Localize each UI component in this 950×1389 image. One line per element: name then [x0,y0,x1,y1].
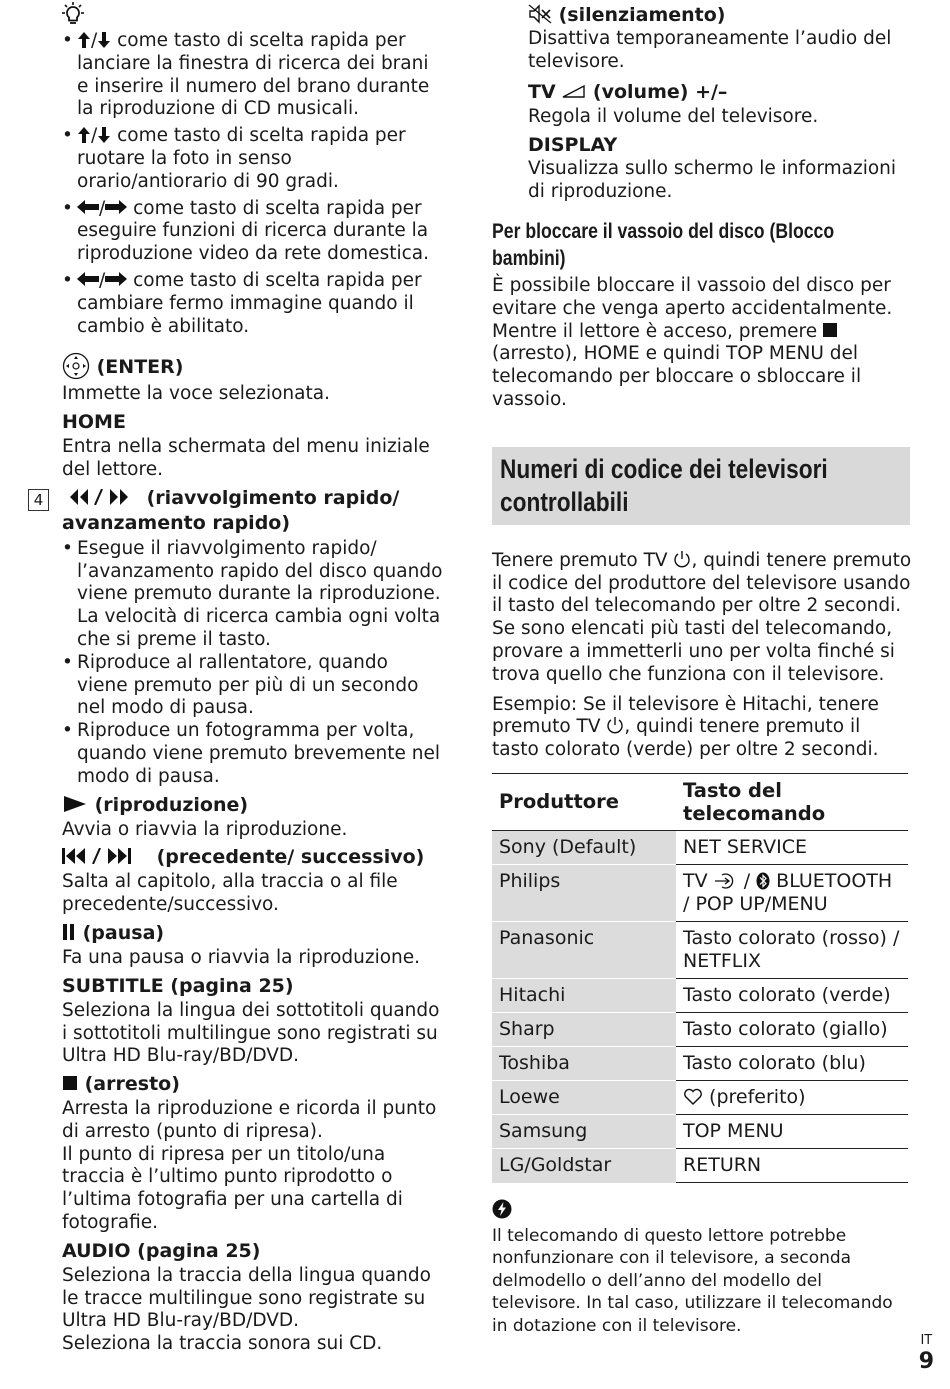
play-icon [62,796,88,812]
child-lock-text: È possibile bloccare il vassoio del disco per evitare che venga aperto accidentalmente. [492,274,893,319]
audio-description-cd: Seleziona la traccia sonora sui CD. [62,1333,383,1355]
tip-item: • / come tasto di scelta rapida per lanciare la finestra di ricerca dei brani e inserire il numero del brano durante la riproduzione di CD musicali. [62,30,444,121]
note-text: Il telecomando di questo lettore potrebbe nonfunzionare con il televisore, a seconda delmodello o dell’anno del modello del televisore. In tal caso, utilizzare il telecomando in dotazione con il televisore. [492,1225,893,1336]
manufacturer-cell: LG/Goldstar [492,1148,676,1182]
stop-icon [823,323,837,337]
rewind-fastforward-icon [62,489,140,505]
remote-key-cell: TOP MENU [676,1114,908,1148]
volume-icon [562,84,586,98]
table-row [492,921,908,978]
table-row [492,1114,908,1148]
child-lock-title: Per bloccare il vassoio del disco (Blocco bambini) [492,219,835,270]
manufacturer-cell: Panasonic [492,921,676,978]
pause-description: Fa una pausa o riavvia la riproduzione. [62,946,421,968]
home-heading: HOME [62,411,126,434]
mute-icon [528,4,552,24]
pause-heading: (pausa) [62,921,444,945]
remote-key-cell: TV / BLUETOOTH / POP UP/MENU [676,864,908,921]
right-column [492,0,912,1337]
enter-description: Immette la voce selezionata. [62,383,330,405]
remote-key-cell: Tasto colorato (giallo) [676,1012,908,1046]
play-heading: (riproduzione) [62,793,444,817]
enter-icon [62,352,90,380]
column-header-remote-key: Tasto del telecomando [676,773,908,830]
list-item: • Riproduce al rallentatore, quando viene premuto per più di un secondo nel modo di pausa. [62,652,444,720]
stop-icon [62,1075,78,1091]
section-banner [492,447,910,525]
section-title: Numeri di codice dei televisori controllabili [500,453,828,517]
tv-codes-table [492,773,908,1183]
stop-description: Arresta la riproduzione e ricorda il punto di arresto (punto di ripresa). [62,1098,437,1142]
subtitle-description: Seleziona la lingua dei sottotitoli quando i sottotitoli multilingue sono registrati su Ultra HD Blu-ray/BD/DVD. [62,999,440,1067]
remote-button-list [492,3,912,204]
codes-example: Esempio: Se il televisore è Hitachi, tenere premuto TV , quindi tenere premuto il tasto colorato (verde) per oltre 2 secondi. [492,693,879,761]
remote-key-cell: Tasto colorato (rosso) / NETFLIX [676,921,908,978]
volume-heading: TV (volume) +/– [528,80,728,103]
left-column [62,0,444,1356]
table-row [492,978,908,1012]
manufacturer-cell: Samsung [492,1114,676,1148]
previous-next-icon [62,848,150,864]
section-number: 4 [28,489,49,511]
rewind-forward-bullets [62,538,444,789]
table-row [492,864,908,921]
mute-heading: (silenziamento) [528,3,912,27]
codes-instructions: Tenere premuto TV , quindi tenere premuto il codice del produttore del televisore usando il tasto del telecomando per oltre 2 secondi. Se sono elencati più tasti del telecomando, provare a immetterli uno per volta finché si trova quello che funziona con il televisore. [492,549,912,685]
tip-item: • / come tasto di scelta rapida per cambiare fermo immagine quando il cambio è abilitato. [62,270,444,338]
power-icon [606,716,624,734]
audio-heading: AUDIO (pagina 25) [62,1239,261,1262]
remote-key-cell: RETURN [676,1148,908,1182]
tip-item: • / come tasto di scelta rapida per eseguire funzioni di ricerca durante la riproduzione video da rete domestica. [62,198,444,266]
bluetooth-icon [756,872,770,890]
remote-key-cell: NET SERVICE [676,830,908,864]
table-row [492,830,908,864]
display-heading: DISPLAY [528,134,618,157]
manufacturer-cell: Sharp [492,1012,676,1046]
subtitle-heading: SUBTITLE (pagina 25) [62,974,294,997]
remote-key-cell: (preferito) [676,1080,908,1114]
child-lock-instructions: Mentre il lettore è acceso, premere (arresto), HOME e quindi TOP MENU del telecomando per bloccare o sbloccare il vassoio. [492,320,862,410]
pause-icon [62,924,76,940]
input-select-icon [714,873,738,889]
mute-description: Disattiva temporaneamente l’audio del televisore. [528,28,892,72]
remote-key-cell: Tasto colorato (blu) [676,1046,908,1080]
page-indicator [919,1333,934,1375]
table-header-row [492,773,908,830]
power-icon [673,550,691,568]
left-right-arrow-keys-icon: / [77,270,127,291]
list-item: • Riproduce un fotogramma per volta, quando viene premuto brevemente nel modo di pausa. [62,720,444,788]
display-description: Visualizza sullo schermo le informazioni di riproduzione. [528,158,897,203]
table-row [492,1148,908,1182]
manufacturer-cell: Sony (Default) [492,830,676,864]
audio-description: Seleziona la traccia della lingua quando le tracce multilingue sono registrate su Ultra HD Blu-ray/BD/DVD. [62,1264,431,1332]
language-code: IT [920,1333,933,1348]
stop-heading: (arresto) [62,1072,444,1096]
stop-description-resume: Il punto di ripresa per un titolo/una traccia è l’ultimo punto riprodotto o l’ultima fotografia per una cartella di fotografie. [62,1143,403,1234]
note-icon [492,1199,512,1219]
enter-heading: (ENTER) [62,352,444,380]
prev-next-description: Salta al capitolo, alla traccia o al file precedente/successivo. [62,871,398,916]
heart-icon [683,1088,703,1106]
up-down-arrow-keys-icon: / [77,30,111,51]
manufacturer-cell: Toshiba [492,1046,676,1080]
manufacturer-cell: Hitachi [492,978,676,1012]
rewind-forward-heading: (riavvolgimento rapido/ avanzamento rapido) [62,486,400,534]
list-item: • Esegue il riavvolgimento rapido/ l’avanzamento rapido del disco quando viene premuto durante la riproduzione. La velocità di ricerca cambia ogni volta che si preme il tasto. [62,538,444,652]
play-description: Avvia o riavvia la riproduzione. [62,818,348,840]
table-row [492,1046,908,1080]
table-row [492,1012,908,1046]
home-description: Entra nella schermata del menu iniziale del lettore. [62,436,430,480]
tips-list [62,30,444,338]
column-header-manufacturer: Produttore [492,773,676,830]
remote-key-cell: Tasto colorato (verde) [676,978,908,1012]
table-row [492,1080,908,1114]
up-down-arrow-keys-icon: / [77,125,111,146]
tip-item: • / come tasto di scelta rapida per ruotare la foto in senso orario/antiorario di 90 gradi. [62,125,444,193]
volume-description: Regola il volume del televisore. [528,105,819,127]
page-number: 9 [918,1349,934,1374]
left-right-arrow-keys-icon: / [77,198,127,219]
manufacturer-cell: Philips [492,864,676,921]
manufacturer-cell: Loewe [492,1080,676,1114]
prev-next-heading: (precedente/ successivo) [62,845,444,869]
